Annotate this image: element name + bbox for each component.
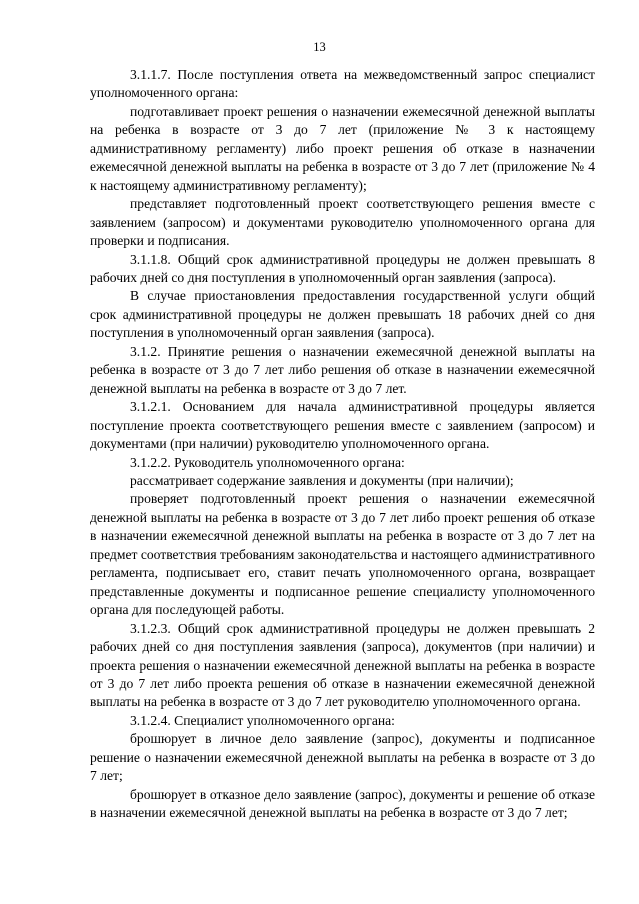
paragraph-3-1-2-3: 3.1.2.3. Общий срок административной процедуры не должен превышать 2 рабочих дней со дня поступления заявления (запроса), документов (при наличии) и проекта решения о назначении ежемесячной денежной выплаты на ребенка в возрасте от 3 до 7 лет либо проекта решения об отказе в назначении ежемесячной денежной выплаты на ребенка в возрасте от 3 до 7 лет руководителю уполномоченного органа. [90, 620, 595, 710]
paragraph-submit-draft: представляет подготовленный проект соответствующего решения вместе с заявлением (запросом) и документами руководителю уполномоченного органа для проверки и подписания. [90, 196, 595, 249]
paragraph-prepare-draft: подготавливает проект решения о назначении ежемесячной денежной выплаты на ребенка в возрасте от 3 до 7 лет (приложение № 3 к настоящему административному регламенту) либо проект решения об отказе в назначении ежемесячной денежной выплаты на ребенка в возрасте от 3 до 7 лет (приложение № 4 к настоящему административному регламенту); [90, 103, 595, 193]
paragraph-3-1-2: 3.1.2. Принятие решения о назначении ежемесячной денежной выплаты на ребенка в возрасте от 3 до 7 лет либо решения об отказе в назначении ежемесячной денежной выплаты на ребенка в возрасте от 3 до 7 лет. [90, 343, 595, 396]
paragraph-3-1-1-8: 3.1.1.8. Общий срок административной процедуры не должен превышать 8 рабочих дней со дня поступления в уполномоченный орган заявления (запроса). [90, 251, 595, 285]
page-number: 13 [313, 40, 326, 54]
paragraph-3-1-2-1: 3.1.2.1. Основанием для начала административной процедуры является поступление проекта соответствующего решения вместе с заявлением (запросом) и документами (при наличии) руководителю уполномоченного органа. [90, 399, 595, 452]
paragraph-bind-refusal-file: брошюрует в отказное дело заявление (запрос), документы и решение об отказе в назначении ежемесячной денежной выплаты на ребенка в возрасте от 3 до 7 лет; [90, 786, 595, 821]
paragraph-3-1-2-2: 3.1.2.2. Руководитель уполномоченного органа: [130, 454, 405, 470]
paragraph-bind-personal-file: брошюрует в личное дело заявление (запрос), документы и подписанное решение о назначении ежемесячной денежной выплаты на ребенка в возрасте от 3 до 7 лет; [90, 731, 595, 784]
paragraph-3-1-2-4: 3.1.2.4. Специалист уполномоченного органа: [130, 712, 395, 728]
document-body [90, 66, 595, 823]
paragraph-3-1-1-7: 3.1.1.7. После поступления ответа на межведомственный запрос специалист уполномоченного органа: [90, 67, 595, 101]
paragraph-check-draft: проверяет подготовленный проект решения о назначении ежемесячной денежной выплаты на ребенка в возрасте от 3 до 7 лет либо проект решения об отказе в назначении ежемесячной денежной выплаты на ребенка в возрасте от 3 до 7 лет на предмет соответствия требованиям законодательства и настоящего административного регламента, подписывает его, ставит печать уполномоченного органа, возвращает представленные документы и подписанное решение специалисту уполномоченного органа для последующей работы. [90, 491, 595, 618]
paragraph-suspension: В случае приостановления предоставления государственной услуги общий срок административной процедуры не должен превышать 18 рабочих дней со дня поступления в уполномоченный орган заявления (запроса). [90, 288, 595, 341]
paragraph-review-application: рассматривает содержание заявления и документы (при наличии); [130, 472, 514, 488]
